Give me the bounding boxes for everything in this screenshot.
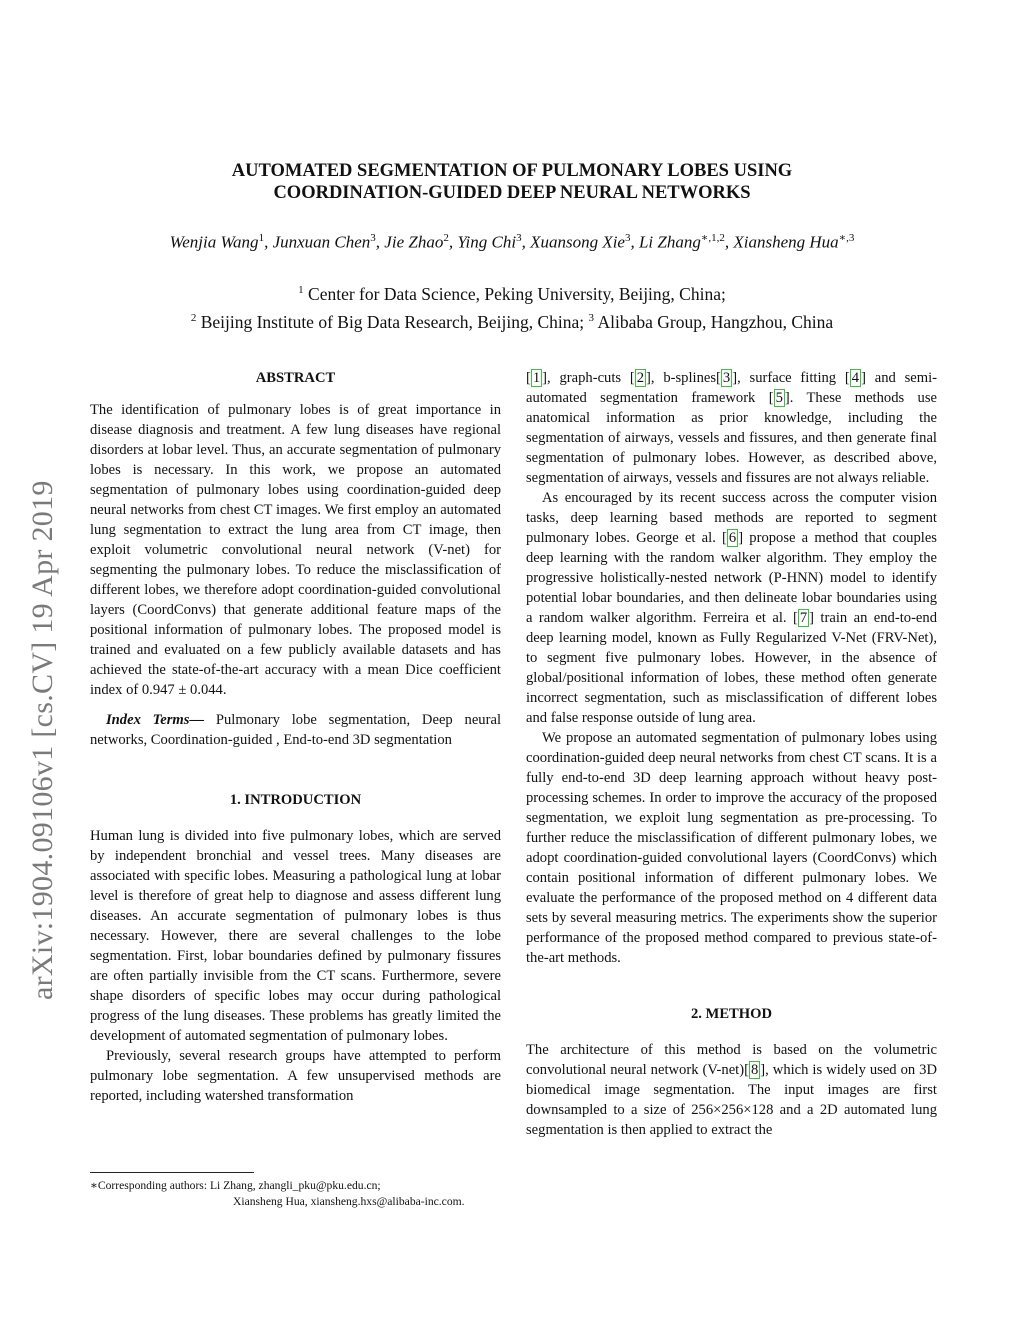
intro-paragraph-3: As encouraged by its recent success across the computer vision tasks, deep learning based methods are reported to segment pulmonary lobes. George et al. [ 6 ] propose a method that couples deep learning with the random walker algorithm. They employ the progressive holistically-nested network (P-HNN) model to identify potential lobar boundaries, and then delineate lobar boundaries using a random walker algorithm. Ferreira et al. [ 7 ] train an end-to-end deep learning model, known as Fully Regularized V-Net (FRV-Net), to segment five pulmonary lobes. However, in the absence of global/positional information of lobes, these method often generate incorrect segmentation, such as misclassification of different lobes and false response outside of lung area. — [526, 490, 937, 726]
author-name: Ying Chi — [457, 232, 517, 252]
footnote-rule — [90, 1172, 254, 1173]
method-paragraph-1: The architecture of this method is based on the volumetric convolutional neural network (V-net)[ 8 ], which is widely used on 3D biomedical image segmentation. The input images are first downsampled to a size of 256×256×128 and a 2D automated lung segmentation is then applied to extract the — [526, 1042, 938, 1138]
left-column — [90, 368, 501, 1106]
arxiv-identifier: arXiv:1904.09106v1 [cs.CV] 19 Apr 2019 — [26, 480, 59, 1000]
affiliation-text: Alibaba Group, Hangzhou, China — [597, 311, 834, 332]
introduction-heading: 1. INTRODUCTION — [229, 792, 362, 808]
title-line-1: AUTOMATED SEGMENTATION OF PULMONARY LOBES USING — [231, 161, 793, 181]
intro-paragraph-1: Human lung is divided into five pulmonary lobes, which are served by independent bronchial and vessel trees. Many diseases are associated with specific lobes. Measuring a pathological lung at lobar level is therefore of great help to diagnose and assess different lung diseases. An accurate segmentation of pulmonary lobes is thus necessary. However, there are several challenges to the lobe segmentation. First, lobar boundaries defined by pulmonary fissures are often partially invisible from the CT scans. Furthermore, severe shape disorders of specific lobes may occur during pathological progress of the lung diseases. These problems has greatly limited the development of automated segmentation of pulmonary lobes. — [90, 828, 501, 1044]
index-terms — [90, 710, 501, 750]
author-affiliation-mark: 3 — [624, 232, 631, 244]
footnote-line-2: Xiansheng Hua, xiansheng.hxs@alibaba-inc.com. — [233, 1195, 465, 1208]
right-column — [526, 368, 937, 1140]
author-name: Junxuan Chen — [272, 232, 371, 252]
citation-link[interactable]: 5 — [775, 390, 783, 406]
abstract-heading: ABSTRACT — [255, 370, 336, 386]
abstract-text: The identification of pulmonary lobes is of great importance in disease diagnosis and treatment. A few lung diseases have regional disorders at lobar level. Thus, an accurate segmentation of pulmonary lobes is necessary. In this work, we propose an automated segmentation of pulmonary lobes using coordination-guided deep neural networks from chest CT images. We first employ an automated lung segmentation to extract the lung area from CT image, then exploit volumetric convolutional neural network (V-net) for segmenting the pulmonary lobes. To reduce the misclassification of different lobes, we therefore adopt coordination-guided convolutional layers (CoordConvs) that generate additional feature maps of the positional information of pulmonary lobes. The proposed model is trained and evaluated on a few publicly available datasets and has achieved the state-of-the-art accuracy with a mean Dice coefficient index of 0.947 ± 0.044. — [90, 402, 501, 698]
author-affiliation-mark: 1 — [258, 232, 265, 244]
intro-paragraph-4: We propose an automated segmentation of pulmonary lobes using coordination-guided deep neural networks from chest CT scans. It is a fully end-to-end 3D deep learning approach without heavy post-processing schemes. In order to improve the accuracy of the proposed segmentation, we exploit lung segmentation as pre-processing. To further reduce the misclassification of different pulmonary lobes, we adopt coordination-guided convolutional layers (CoordConvs) which contain positional information of different pulmonary lobes. We evaluate the performance of the proposed method on 4 different data sets by several measuring metrics. The experiments show the superior performance of the proposed method compared to previous state-of-the-art methods. — [526, 730, 937, 966]
author-name: Xiansheng Hua — [733, 232, 839, 252]
author-list: Wenjia Wang$^1$, Junxuan Chen$^3$, Jie Zhao$^2$, Ying Chi$^3$, Xuansong Xie$^3$, Li Zhang$^{∗,1,2}$, Xiansheng Hua$^{∗,3}$ — [169, 232, 855, 252]
title-line-2: COORDINATION-GUIDED DEEP NEURAL NETWORKS — [273, 183, 751, 203]
citation-link[interactable]: 7 — [799, 610, 808, 626]
citation-link[interactable]: 4 — [851, 370, 860, 386]
affiliation-line-1 — [0, 278, 1024, 306]
affiliation-mark: 1 — [298, 284, 304, 296]
affiliation-text: Center for Data Science, Peking University, Beijing, China; — [308, 283, 726, 304]
footnote — [90, 1178, 501, 1210]
author-name: Jie Zhao — [384, 232, 444, 252]
intro-paragraph-2: Previously, several research groups have attempted to perform pulmonary lobe segmentation. A few unsupervised methods are reported, including watershed transformation — [90, 1048, 501, 1104]
affiliations — [0, 278, 1024, 334]
author-affiliation-mark: ∗,1,2 — [700, 232, 725, 244]
paper-title — [0, 160, 1024, 204]
footnote-line-1: ∗Corresponding authors: Li Zhang, zhangli_pku@pku.edu.cn; — [90, 1179, 381, 1192]
affiliation-line-2 — [0, 306, 1024, 334]
author-affiliation-mark: 3 — [516, 232, 522, 244]
affiliation-text: Beijing Institute of Big Data Research, Beijing, China; — [200, 311, 585, 332]
affiliation-mark: 3 — [588, 311, 595, 324]
author-name: Xuansong Xie — [530, 232, 625, 252]
citation-link[interactable]: 8 — [750, 1062, 759, 1078]
author-affiliation-mark: ∗,3 — [838, 232, 855, 244]
intro-paragraph-2-cont: [ 1 ], graph-cuts [ 2 ], b-splines[ 3 ], surface fitting [ 4 ] and semi-automated segmentation framework [ 5 ]. These methods use anatomical information as prior knowledge, including the segmentation of airways, vessels and fissures, and then generate final segmentation of pulmonary lobes. However, as described above, segmentation of airways, vessels and fissures are not always reliable. — [526, 370, 937, 486]
author-affiliation-mark: 2 — [443, 232, 449, 244]
author-name: Li Zhang — [638, 232, 701, 252]
citation-link[interactable]: 3 — [722, 370, 731, 386]
citation-link[interactable]: 2 — [636, 370, 645, 386]
index-terms-text: Pulmonary lobe segmentation, Deep neural networks, Coordination-guided , End-to-end 3D segmentation — [90, 712, 501, 748]
affiliation-mark: 2 — [190, 311, 197, 324]
citation-link[interactable]: 6 — [728, 530, 737, 546]
author-affiliation-mark: 3 — [370, 232, 376, 244]
index-terms-label: Index Terms— — [106, 712, 205, 728]
citation-link[interactable]: 1 — [532, 370, 541, 386]
author-name: Wenjia Wang — [169, 232, 259, 252]
method-heading: 2. METHOD — [690, 1006, 773, 1022]
